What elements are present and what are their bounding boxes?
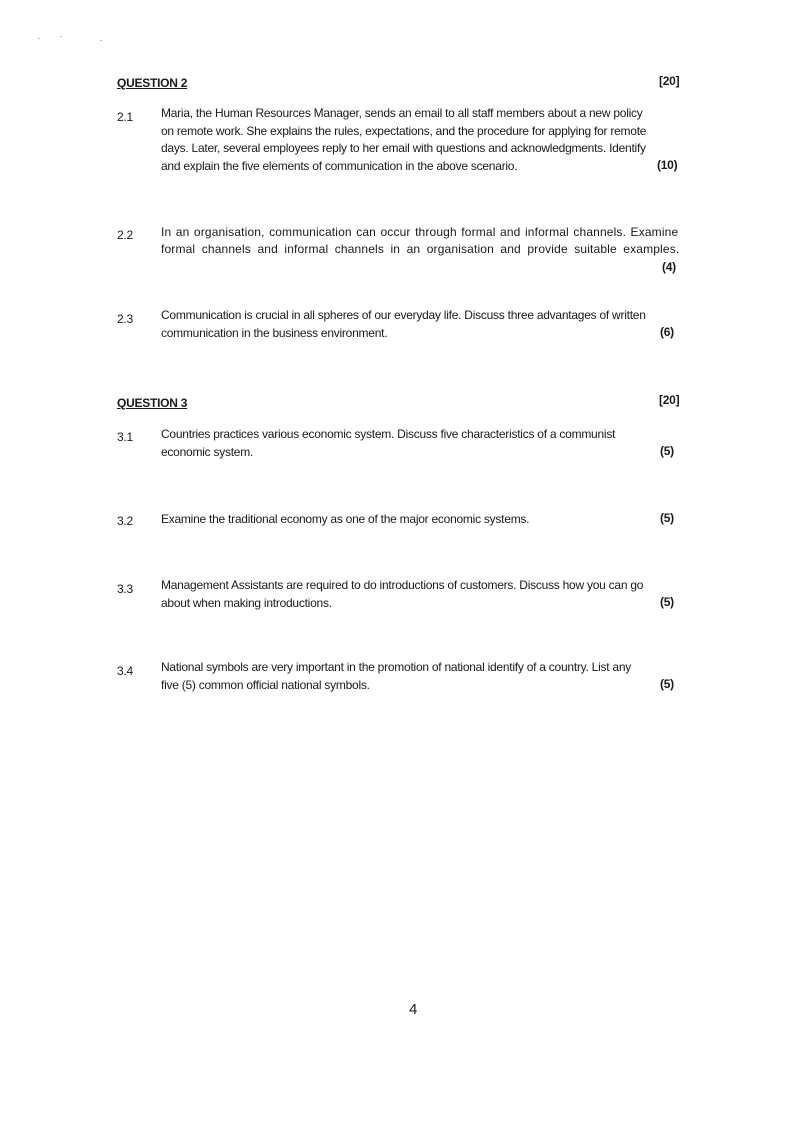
- item-marks: (5): [660, 595, 674, 609]
- item-text-line: communication in the business environment.: [161, 326, 388, 340]
- item-text-line: Communication is crucial in all spheres of our everyday life. Discuss three advantages of written: [161, 308, 646, 322]
- item-text-line: National symbols are very important in the promotion of national identify of a country. List any: [161, 660, 632, 674]
- item-marks: (5): [660, 444, 674, 458]
- item-number: 3.2: [117, 514, 133, 528]
- question-3-heading: QUESTION 3: [117, 396, 188, 410]
- scan-speck: [38, 38, 40, 39]
- item-text-line: Maria, the Human Resources Manager, sends an email to all staff members about a new policy: [161, 106, 643, 120]
- item-number: 2.3: [117, 312, 133, 326]
- item-text-line: on remote work. She explains the rules, expectations, and the procedure for applying for remote: [161, 124, 647, 138]
- scan-speck: [60, 36, 62, 37]
- item-number: 3.1: [117, 430, 133, 444]
- item-number: 2.2: [117, 228, 133, 242]
- item-marks: (4): [662, 260, 676, 274]
- item-marks: (5): [660, 511, 674, 525]
- item-text-line: economic system.: [161, 445, 254, 459]
- item-text-line: formal channels and informal channels in an organisation and provide suitable examples.: [161, 242, 680, 256]
- item-text-line: days. Later, several employees reply to her email with questions and acknowledgments. Identify: [161, 141, 646, 155]
- item-text-line: and explain the five elements of communication in the above scenario.: [161, 159, 518, 173]
- item-text-line: five (5) common official national symbols.: [161, 678, 370, 692]
- item-marks: (5): [660, 677, 674, 691]
- item-marks: (6): [660, 325, 674, 339]
- item-text-line: about when making introductions.: [161, 596, 332, 610]
- item-text-line: Countries practices various economic system. Discuss five characteristics of a communist: [161, 427, 616, 441]
- question-3-total: [20]: [659, 393, 680, 407]
- item-text-line: Examine the traditional economy as one of the major economic systems.: [161, 512, 530, 526]
- item-number: 3.4: [117, 664, 133, 678]
- scan-speck: [100, 40, 102, 41]
- item-number: 2.1: [117, 110, 133, 124]
- item-number: 3.3: [117, 582, 133, 596]
- item-text-line: Management Assistants are required to do introductions of customers. Discuss how you can go: [161, 578, 644, 592]
- question-2-heading: QUESTION 2: [117, 76, 188, 90]
- item-marks: (10): [657, 158, 678, 172]
- question-2-total: [20]: [659, 74, 680, 88]
- page-number: 4: [409, 1001, 418, 1018]
- item-text-line: In an organisation, communication can occur through formal and informal channels. Examine: [161, 225, 679, 239]
